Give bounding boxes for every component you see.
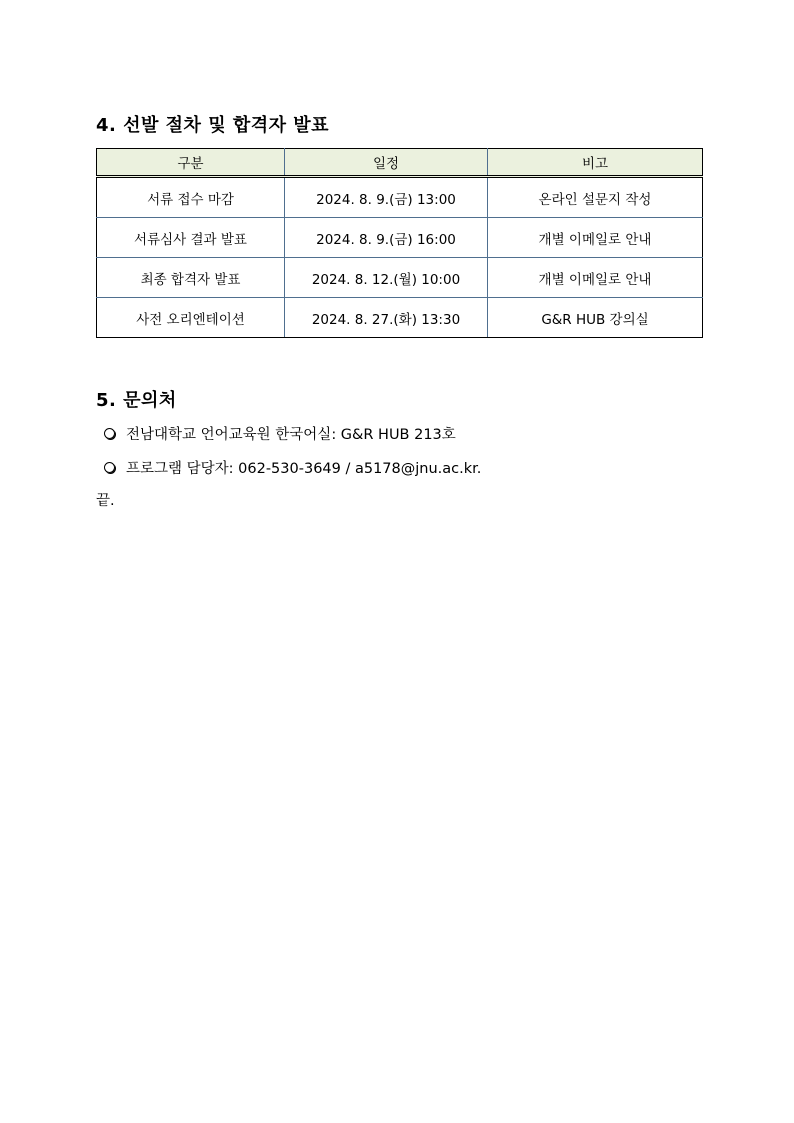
end-mark: 끝. bbox=[96, 493, 115, 509]
contact-manager-text: 프로그램 담당자: 062-530-3649 / a5178@jnu.ac.kr. bbox=[126, 461, 482, 477]
cell-category: 사전 오리엔테이션 bbox=[97, 298, 285, 338]
header-remarks: 비고 bbox=[488, 149, 703, 177]
cell-category: 서류 접수 마감 bbox=[97, 177, 285, 218]
contact-office-line bbox=[104, 423, 456, 444]
cell-remarks: 온라인 설문지 작성 bbox=[488, 177, 703, 218]
selection-schedule-table bbox=[96, 148, 703, 338]
cell-remarks: 개별 이메일로 안내 bbox=[488, 258, 703, 298]
table-row bbox=[97, 218, 703, 258]
table-row bbox=[97, 258, 703, 298]
contact-manager-line bbox=[104, 457, 481, 478]
contact-office-text: 전남대학교 언어교육원 한국어실: G&R HUB 213호 bbox=[126, 427, 456, 443]
section-4-heading: 4. 선발 절차 및 합격자 발표 bbox=[96, 115, 330, 136]
cell-schedule: 2024. 8. 9.(금) 13:00 bbox=[285, 177, 488, 218]
circle-bullet-icon bbox=[104, 428, 115, 439]
table-row bbox=[97, 298, 703, 338]
circle-bullet-icon bbox=[104, 462, 115, 473]
header-category: 구분 bbox=[97, 149, 285, 177]
table-row bbox=[97, 177, 703, 218]
cell-remarks: G&R HUB 강의실 bbox=[488, 298, 703, 338]
cell-schedule: 2024. 8. 12.(월) 10:00 bbox=[285, 258, 488, 298]
cell-schedule: 2024. 8. 9.(금) 16:00 bbox=[285, 218, 488, 258]
cell-remarks: 개별 이메일로 안내 bbox=[488, 218, 703, 258]
header-schedule: 일정 bbox=[285, 149, 488, 177]
table-header-row bbox=[97, 149, 703, 177]
cell-category: 서류심사 결과 발표 bbox=[97, 218, 285, 258]
cell-schedule: 2024. 8. 27.(화) 13:30 bbox=[285, 298, 488, 338]
cell-category: 최종 합격자 발표 bbox=[97, 258, 285, 298]
section-5-heading: 5. 문의처 bbox=[96, 390, 177, 411]
